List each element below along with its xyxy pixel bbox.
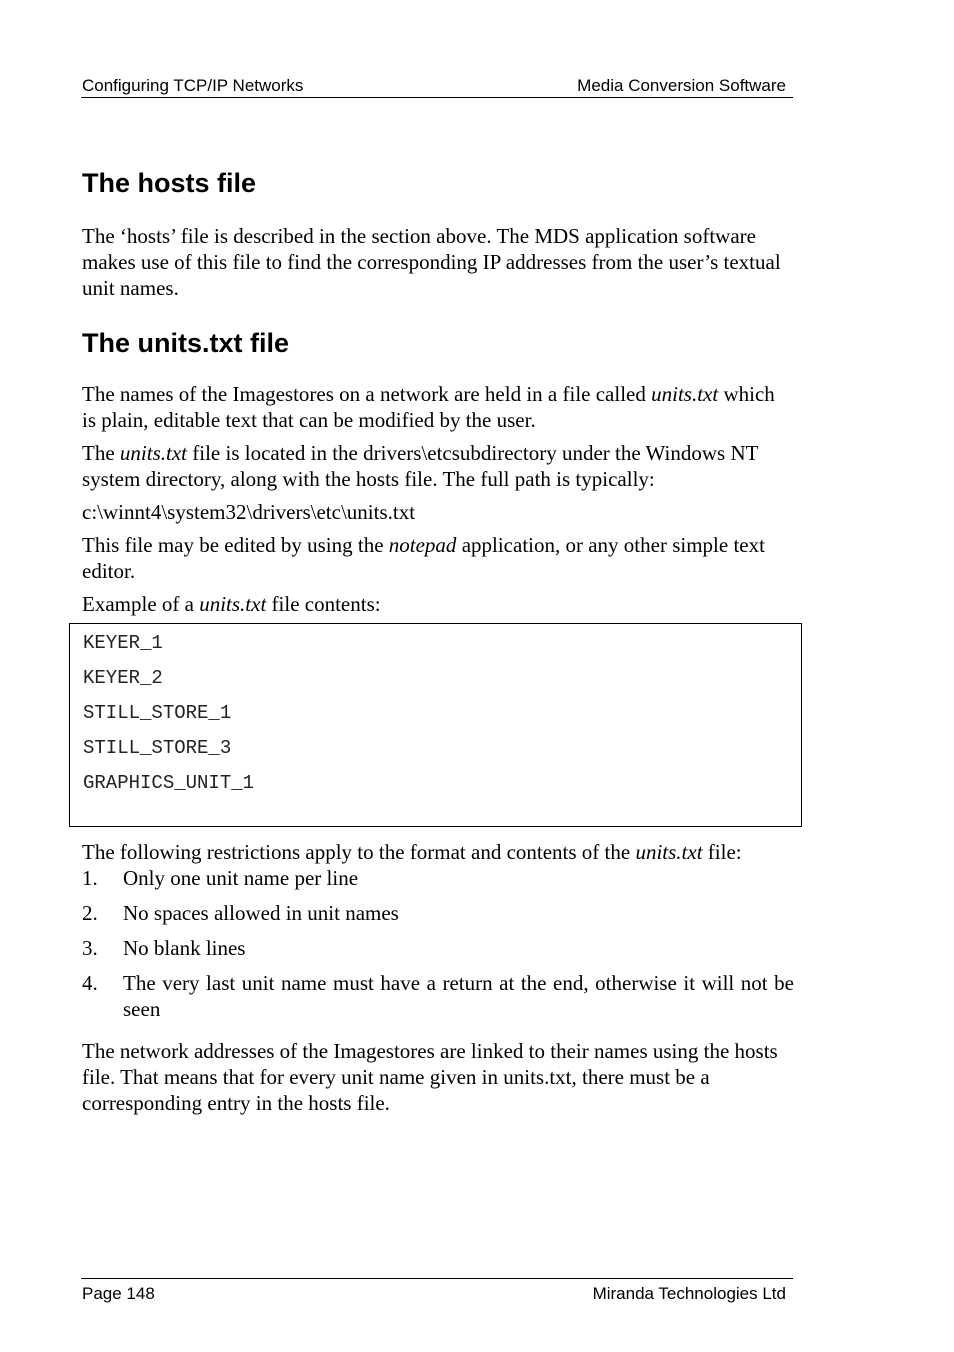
text-run: file is located in the drivers\etcsubdirectory under the Windows NT system directory, along with the hosts file. The full path is typically: (82, 441, 759, 491)
page-header (81, 75, 793, 98)
list-text: The very last unit name must have a return at the end, otherwise it will not be seen (123, 971, 794, 1021)
text-run: The following restrictions apply to the format and contents of the (82, 840, 636, 864)
units-paragraph-4 (82, 591, 794, 617)
file-path: c:\winnt4\system32\drivers\etc\units.txt (82, 500, 416, 524)
text-run: file: (702, 840, 742, 864)
list-number: 3. (82, 936, 98, 960)
list-item (82, 970, 794, 1022)
list-number: 4. (82, 971, 98, 995)
restrictions-intro (82, 839, 794, 865)
restrictions-list (82, 865, 794, 1022)
list-item (82, 900, 794, 926)
text-run: The (82, 441, 120, 465)
list-item (82, 935, 794, 961)
section-heading-hosts: The hosts file (82, 168, 257, 198)
text-run: file contents: (266, 592, 381, 616)
code-line: STILL_STORE_1 (83, 702, 232, 724)
list-item (82, 865, 794, 891)
code-line: STILL_STORE_3 (83, 737, 232, 759)
code-line: KEYER_2 (83, 667, 163, 689)
code-line: GRAPHICS_UNIT_1 (83, 772, 255, 794)
units-paragraph-2 (82, 440, 794, 492)
page-number: Page 148 (82, 1284, 155, 1303)
list-number: 2. (82, 901, 98, 925)
list-text: No blank lines (123, 936, 246, 960)
closing-paragraph: The network addresses of the Imagestores are linked to their names using the hosts file. That means that for every unit name given in units.txt, there must be a corresponding entry in the hosts file. (82, 1039, 778, 1115)
hosts-paragraph: The ‘hosts’ file is described in the section above. The MDS application software makes use of this file to find the corresponding IP addresses from the user’s textual unit names. (82, 224, 781, 300)
list-text: No spaces allowed in unit names (123, 901, 399, 925)
text-run: Example of a (82, 592, 200, 616)
filename-emphasis: units.txt (119, 441, 187, 465)
text-run: which is plain, editable text that can be modified by the user. (82, 382, 775, 432)
filename-emphasis: units.txt (635, 840, 703, 864)
filename-emphasis: units.txt (651, 382, 719, 406)
code-line: KEYER_1 (83, 632, 163, 654)
list-number: 1. (82, 866, 98, 890)
application-emphasis: notepad (388, 533, 457, 557)
units-paragraph-1 (82, 381, 794, 433)
text-run: This file may be edited by using the (82, 533, 389, 557)
units-paragraph-3 (82, 532, 794, 584)
filename-emphasis: units.txt (199, 592, 267, 616)
text-run: application, or any other simple text editor. (82, 533, 765, 583)
code-example-box (69, 623, 802, 827)
header-chapter-title: Configuring TCP/IP Networks (82, 76, 304, 95)
list-text: Only one unit name per line (123, 866, 359, 890)
page-footer (81, 1278, 793, 1303)
text-run: The names of the Imagestores on a network are held in a file called (82, 382, 652, 406)
section-heading-units: The units.txt file (82, 328, 290, 358)
header-document-title: Media Conversion Software (577, 76, 786, 95)
footer-company: Miranda Technologies Ltd (592, 1284, 786, 1303)
page-content (82, 165, 794, 1116)
